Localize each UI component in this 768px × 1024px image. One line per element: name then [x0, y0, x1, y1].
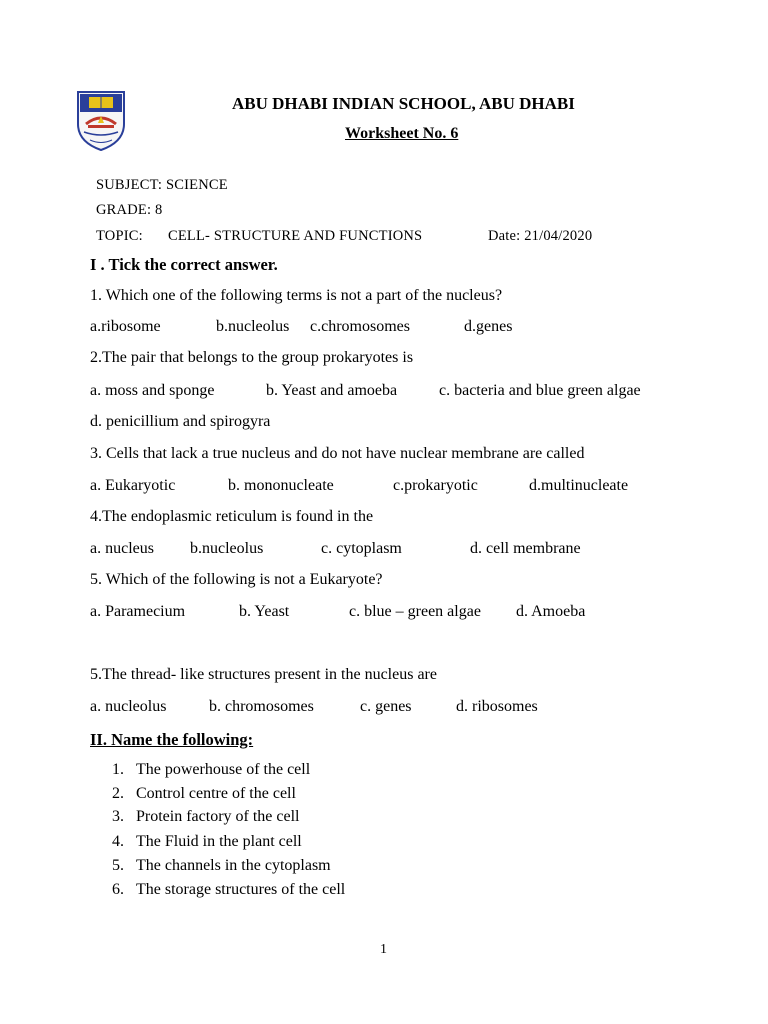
q5-option-c: c. blue – green algae: [349, 603, 481, 620]
list-item: [112, 881, 345, 899]
q1-option-c: c.chromosomes: [310, 318, 410, 335]
q4-option-b: b.nucleolus: [190, 540, 264, 557]
q2-option-b: b. Yeast and amoeba: [266, 382, 398, 399]
question-2: 2.The pair that belongs to the group prokaryotes is: [90, 349, 414, 366]
question-4: 4.The endoplasmic reticulum is found in the: [90, 508, 374, 525]
q4-option-c: c. cytoplasm: [321, 540, 402, 557]
list-item-number: 5.: [112, 857, 124, 874]
q3-option-b: b. mononucleate: [228, 477, 334, 494]
list-item-text: The powerhouse of the cell: [136, 761, 311, 778]
q1-option-d: d.genes: [464, 318, 513, 335]
q5-option-d: d. Amoeba: [516, 603, 586, 620]
list-item: [112, 761, 310, 779]
worksheet-title: Worksheet No. 6: [345, 125, 459, 142]
list-item-text: Protein factory of the cell: [136, 808, 300, 825]
q6-option-b: b. chromosomes: [209, 698, 314, 715]
q6-option-d: d. ribosomes: [456, 698, 538, 715]
topic-label: TOPIC:: [96, 228, 143, 244]
subject-line: SUBJECT: SCIENCE: [96, 177, 228, 193]
q2-option-a: a. moss and sponge: [90, 382, 215, 399]
q2-option-c: c. bacteria and blue green algae: [439, 382, 641, 399]
q3-option-c: c.prokaryotic: [393, 477, 478, 494]
q1-option-b: b.nucleolus: [216, 318, 290, 335]
school-crest-logo: [74, 90, 128, 152]
worksheet-date: Date: 21/04/2020: [488, 228, 593, 244]
q3-option-a: a. Eukaryotic: [90, 477, 176, 494]
list-item: [112, 833, 302, 851]
question-3: 3. Cells that lack a true nucleus and do not have nuclear membrane are called: [90, 445, 585, 462]
list-item-number: 1.: [112, 761, 124, 778]
question-5: 5. Which of the following is not a Eukaryote?: [90, 571, 383, 588]
q4-option-d: d. cell membrane: [470, 540, 581, 557]
section-2-title: II. Name the following:: [90, 730, 254, 749]
list-item: [112, 857, 331, 875]
q6-option-c: c. genes: [360, 698, 412, 715]
list-item-text: Control centre of the cell: [136, 785, 296, 802]
q4-option-a: a. nucleus: [90, 540, 154, 557]
list-item-number: 2.: [112, 785, 124, 802]
list-item: [112, 808, 300, 826]
list-item-number: 6.: [112, 881, 124, 898]
list-item-number: 4.: [112, 833, 124, 850]
list-item-text: The storage structures of the cell: [136, 881, 346, 898]
q1-option-a: a.ribosome: [90, 318, 161, 335]
q2-option-d: d. penicillium and spirogyra: [90, 413, 271, 430]
list-item-text: The Fluid in the plant cell: [136, 833, 302, 850]
section-1-title: I . Tick the correct answer.: [90, 255, 278, 274]
topic-value: CELL- STRUCTURE AND FUNCTIONS: [168, 228, 423, 244]
q6-option-a: a. nucleolus: [90, 698, 167, 715]
grade-line: GRADE: 8: [96, 202, 163, 218]
list-item-number: 3.: [112, 808, 124, 825]
question-6: 5.The thread- like structures present in the nucleus are: [90, 666, 437, 683]
q5-option-a: a. Paramecium: [90, 603, 186, 620]
q3-option-d: d.multinucleate: [529, 477, 629, 494]
list-item: [112, 785, 296, 803]
q5-option-b: b. Yeast: [239, 603, 290, 620]
question-1: 1. Which one of the following terms is not a part of the nucleus?: [90, 287, 503, 304]
school-name: ABU DHABI INDIAN SCHOOL, ABU DHABI: [232, 94, 575, 113]
page-number: 1: [380, 942, 387, 957]
list-item-text: The channels in the cytoplasm: [136, 857, 331, 874]
